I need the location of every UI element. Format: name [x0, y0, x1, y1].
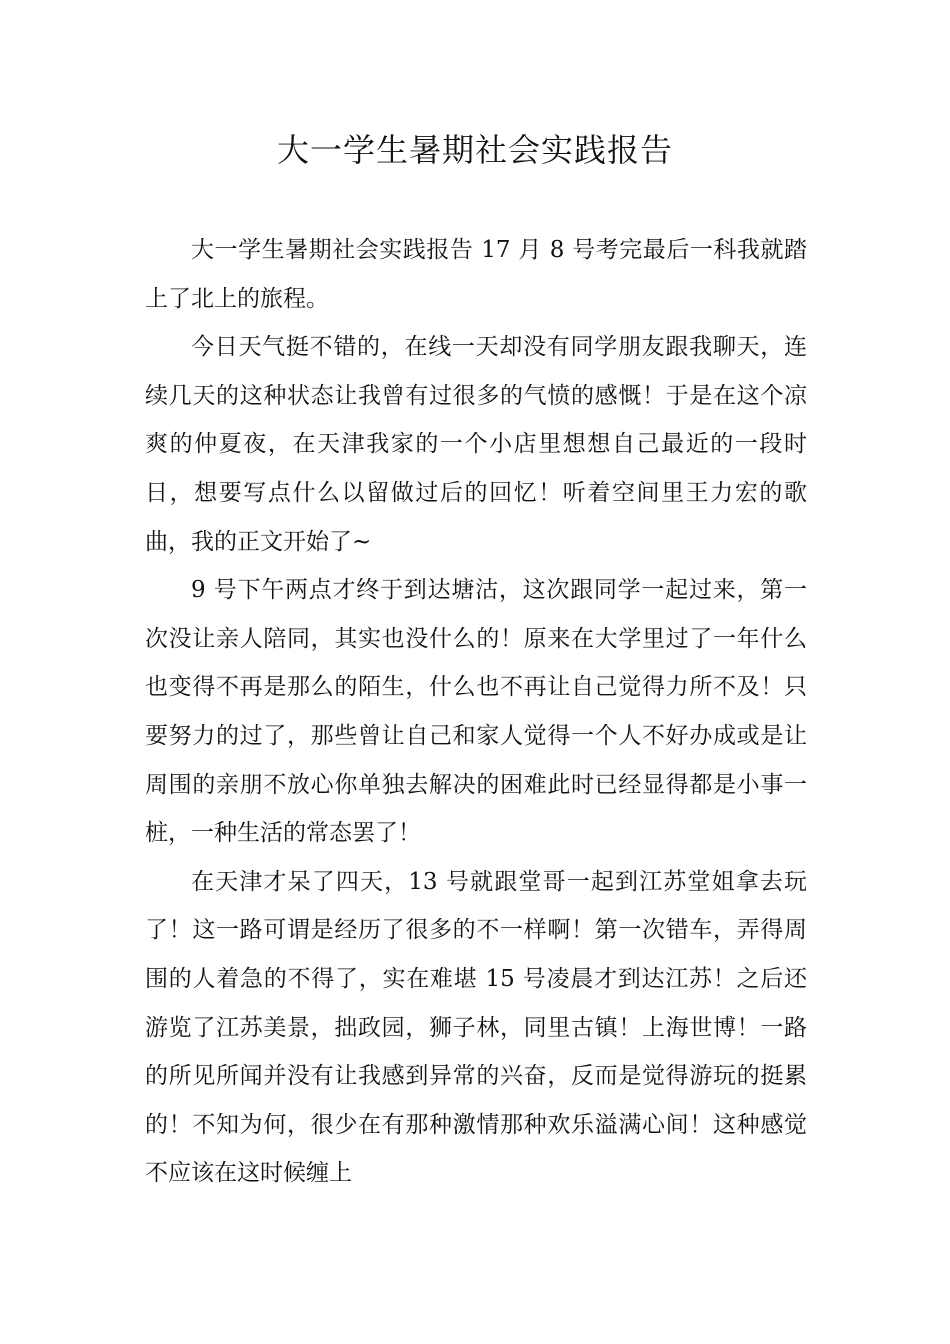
- paragraph: 9 号下午两点才终于到达塘沽，这次跟同学一起过来，第一次没让亲人陪同，其实也没什么的！原来在大学里过了一年什么也变得不再是那么的陌生，什么也不再让自己觉得力所不及！只要努力的过了，那些曾让自己和家人觉得一个人不好办成或是让周围的亲朋不放心你单独去解决的困难此时已经显得都是小事一桩，一种生活的常态罢了！: [145, 577, 807, 847]
- document-body: [145, 226, 807, 1198]
- paragraph: 在天津才呆了四天，13 号就跟堂哥一起到江苏堂姐拿去玩了！这一路可谓是经历了很多的不一样啊！第一次错车，弄得周围的人着急的不得了，实在难堪 15 号凌晨才到达江苏！之后还游览了江苏美景，拙政园，狮子林，同里古镇！上海世博！一路的所见所闻并没有让我感到异常的兴奋，反而是觉得游玩的挺累的！不知为何，很少在有那种激情那种欢乐溢满心间！这种感觉不应该在这时候缠上: [145, 868, 807, 1187]
- paragraph: 今日天气挺不错的，在线一天却没有同学朋友跟我聊天，连续几天的这种状态让我曾有过很多的气愤的感慨！于是在这个凉爽的仲夏夜，在天津我家的一个小店里想想自己最近的一段时日，想要写点什么以留做过后的回忆！听着空间里王力宏的歌曲，我的正文开始了~: [145, 334, 807, 555]
- page-title: 大一学生暑期社会实践报告: [276, 131, 673, 169]
- paragraph: 大一学生暑期社会实践报告 17 月 8 号考完最后一科我就踏上了北上的旅程。: [145, 237, 807, 312]
